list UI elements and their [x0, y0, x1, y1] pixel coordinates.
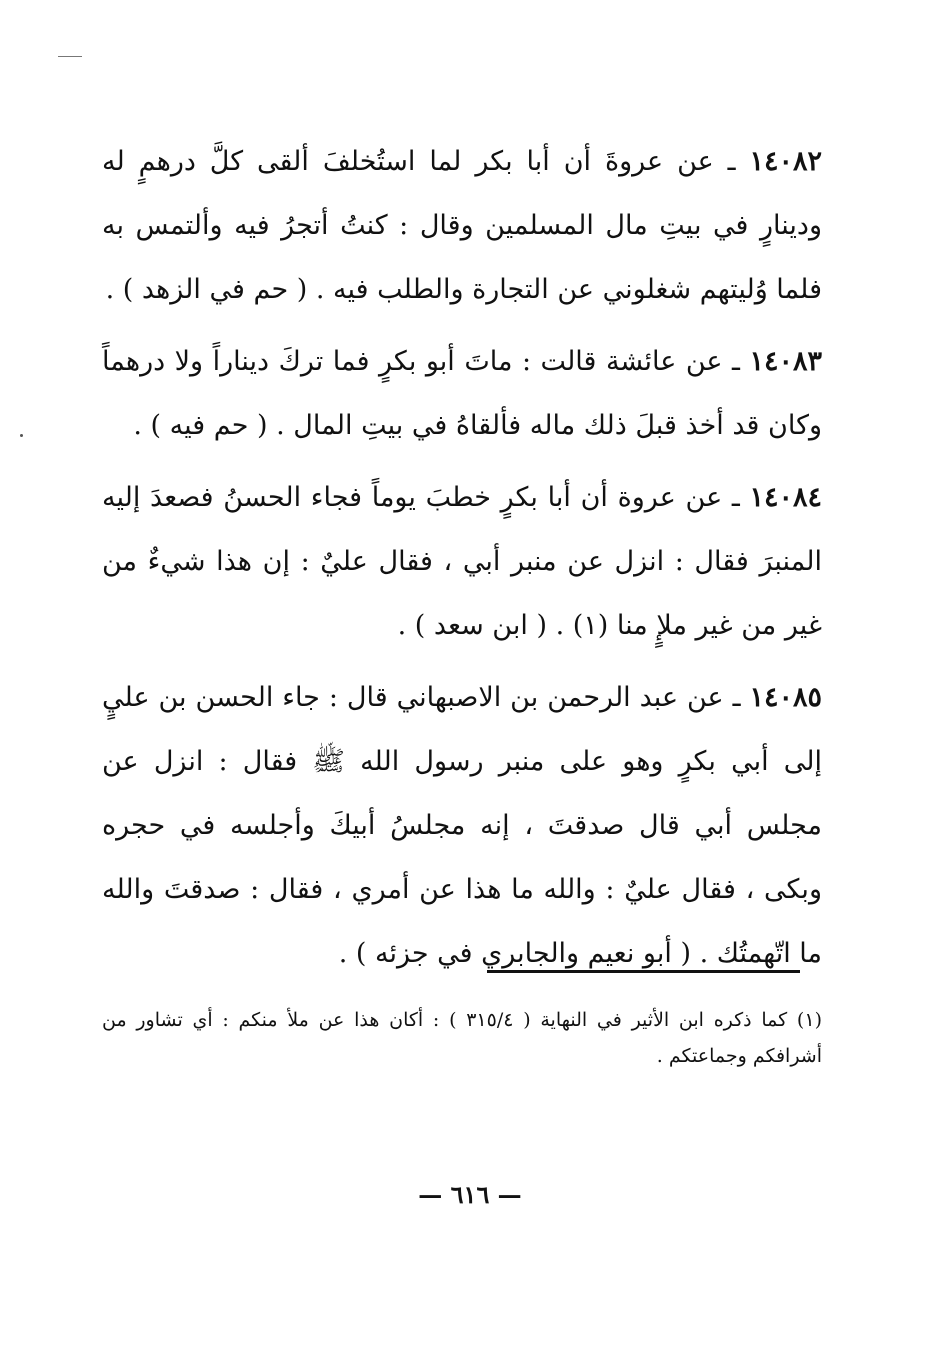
hadith-text: ـ عن عروة أن أبا بكرٍ خطبَ يوماً فجاء الحسنُ فصعدَ إليه المنبرَ فقال : انزل عن منبر أبي ، فقال عليٌ : إن هذا شيءٌ من غير من غير ملإٍ منا (١) . ( ابن سعد ) .	[102, 482, 822, 641]
hadith-text: ـ عن عبد الرحمن بن الاصبهاني قال : جاء الحسن بن عليٍ إلى أبي بكرٍ وهو على منبر رسول الله ﷺ فقال : انزل عن مجلس أبي قال صدقتَ ، إنه مجلسُ أبيكَ وأجلسه في حجره وبكى ، فقال عليٌ : والله ما هذا عن أمري ، فقال : صدقتَ والله ما اتّهمتُك . ( أبو نعيم والجابري في جزئه ) .	[102, 682, 823, 969]
page-number: — ٦١٦ —	[418, 1180, 522, 1209]
footnote-separator	[487, 970, 800, 973]
page-body	[102, 130, 822, 994]
hadith-entry	[102, 466, 822, 658]
hadith-number: ١٤٠٨٥	[749, 682, 822, 713]
scan-mark	[58, 56, 82, 57]
hadith-number: ١٤٠٨٤	[749, 482, 822, 513]
margin-dot	[20, 434, 23, 437]
hadith-number: ١٤٠٨٣	[749, 346, 822, 377]
hadith-entry	[102, 666, 822, 986]
hadith-number: ١٤٠٨٢	[749, 146, 822, 177]
footnote: (١) كما ذكره ابن الأثير في النهاية ( ٣١٥/٤ ) : أكان هذا عن ملأ منكم : أي تشاور من أشرافكم وجماعتكم .	[102, 1009, 822, 1067]
hadith-entry	[102, 130, 822, 322]
hadith-text: ـ عن عائشة قالت : ماتَ أبو بكرٍ فما تركَ ديناراً ولا درهماً وكان قد أخذ قبلَ ذلك ماله فألقاهُ في بيتِ المال . ( حم فيه ) .	[102, 346, 822, 441]
hadith-entry	[102, 330, 822, 458]
hadith-text: ـ عن عروةَ أن أبا بكر لما استُخلفَ ألقى كلَّ درهمٍ له ودينارٍ في بيتِ مال المسلمين وقال : كنتُ أتجرُ فيه وألتمس به فلما وُليتهم شغلوني عن التجارة والطلب فيه . ( حم في الزهد ) .	[102, 146, 822, 305]
